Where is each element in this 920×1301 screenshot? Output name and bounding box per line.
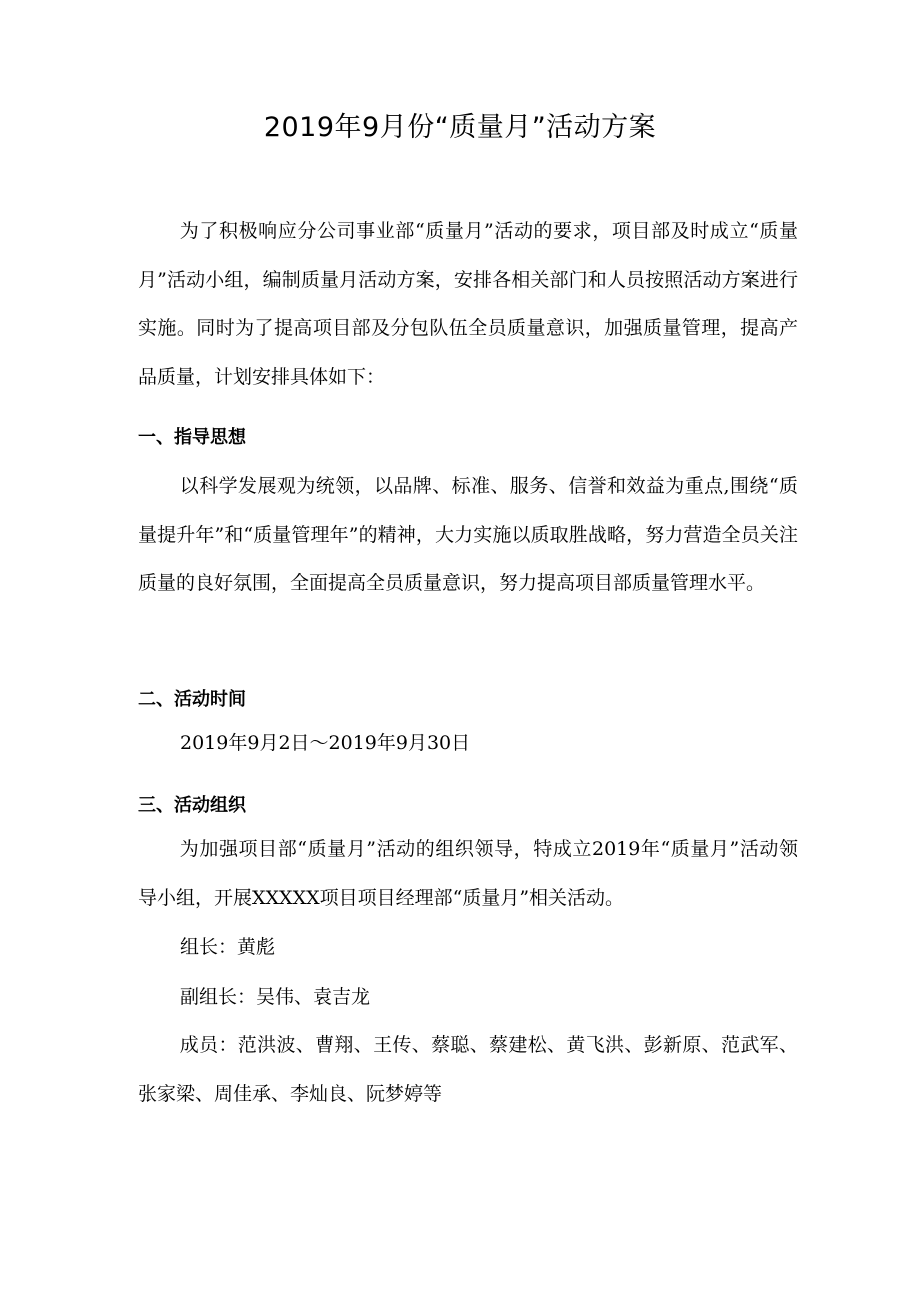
guiding-ideology-text: 以科学发展观为统领，以品牌、标准、服务、信誉和效益为重点,围绕“质量提升年”和“质量管理年”的精神，大力实施以质取胜战略，努力营造全员关注质量的良好氛围，全面提高全员质量意识，努力提高项目部质量管理水平。: [138, 475, 798, 594]
group-leader-line: 组长：黄彪: [180, 936, 276, 958]
intro-text: 为了积极响应分公司事业部“质量月”活动的要求，项目部及时成立“质量月”活动小组，编制质量月活动方案，安排各相关部门和人员按照活动方案进行实施。同时为了提高项目部及分包队伍全员质量意识，加强质量管理，提高产品质量，计划安排具体如下：: [138, 220, 798, 388]
section-heading-activity-time: 二、活动时间: [138, 689, 246, 710]
intro-paragraph: [138, 207, 798, 401]
deputy-leader-line: 副组长：吴伟、袁吉龙: [180, 986, 371, 1008]
members-text: 成员：范洪波、曹翔、王传、蔡聪、蔡建松、黄飞洪、彭新原、范武军、张家梁、周佳承、李灿良、阮梦婷等: [138, 1034, 798, 1105]
section-body-guiding-ideology: [138, 462, 798, 608]
activity-organization-text: 为加强项目部“质量月”活动的组织领导，特成立2019年“质量月”活动领导小组，开展XXXXX项目项目经理部“质量月”相关活动。: [138, 838, 798, 909]
activity-time-text: 2019年9月2日～2019年9月30日: [180, 732, 471, 754]
section-heading-guiding-ideology: 一、指导思想: [138, 427, 246, 448]
document-title: 2019年9月份“质量月”活动方案: [263, 112, 657, 143]
section-body-activity-organization: [138, 825, 798, 922]
members-paragraph: [138, 1021, 798, 1118]
section-heading-activity-organization: 三、活动组织: [138, 795, 246, 816]
